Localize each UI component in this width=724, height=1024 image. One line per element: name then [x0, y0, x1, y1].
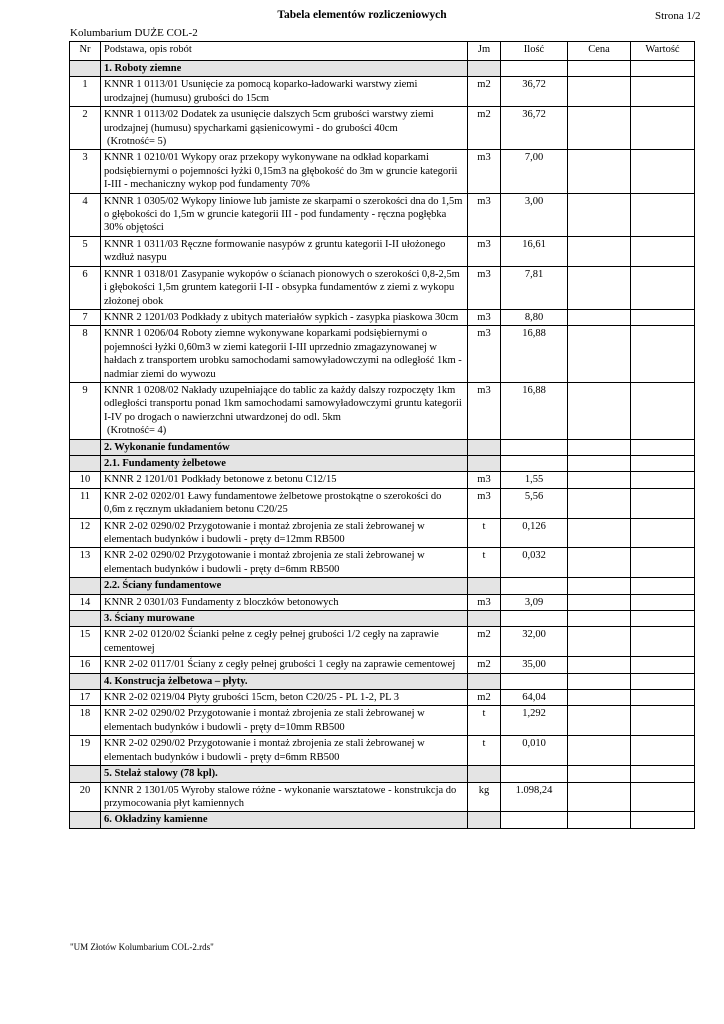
row-price — [568, 382, 631, 439]
row-description — [101, 488, 468, 518]
table-row — [70, 236, 695, 266]
row-unit: m2 — [468, 690, 501, 706]
row-unit: m3 — [468, 193, 501, 236]
row-unit: m3 — [468, 326, 501, 383]
row-number — [70, 766, 101, 782]
row-number: 8 — [70, 326, 101, 383]
row-quantity: 16,88 — [501, 326, 568, 383]
row-price — [568, 518, 631, 548]
row-description — [101, 690, 468, 706]
row-description — [101, 578, 468, 594]
table-row — [70, 690, 695, 706]
table-row — [70, 488, 695, 518]
description-text: KNR 2-02 0290/02 Przygotowanie i montaż zbrojenia ze stali żebrowanej w elementach budynków i budowli - pręty d=10mm RB500 — [104, 708, 425, 733]
row-price — [568, 455, 631, 471]
row-unit: m3 — [468, 488, 501, 518]
description-text: KNR 2-02 0290/02 Przygotowanie i montaż zbrojenia ze stali żebrowanej w elementach budynków i budowli - pręty d=12mm RB500 — [104, 520, 425, 545]
description-text: 3. Ściany murowane — [104, 613, 195, 625]
section-row — [70, 439, 695, 455]
row-description — [101, 107, 468, 150]
row-number — [70, 61, 101, 77]
row-number: 17 — [70, 690, 101, 706]
row-number — [70, 673, 101, 689]
row-value — [631, 594, 695, 610]
row-unit — [468, 455, 501, 471]
cost-table — [69, 41, 695, 829]
section-row — [70, 812, 695, 828]
row-quantity: 8,80 — [501, 309, 568, 325]
row-value — [631, 455, 695, 471]
row-value — [631, 736, 695, 766]
row-value — [631, 472, 695, 488]
row-number — [70, 578, 101, 594]
row-price — [568, 150, 631, 193]
row-number: 3 — [70, 150, 101, 193]
table-row — [70, 627, 695, 657]
row-unit — [468, 611, 501, 627]
row-value — [631, 439, 695, 455]
table-row — [70, 193, 695, 236]
description-text: KNNR 2 0301/03 Fundamenty z bloczków betonowych — [104, 596, 339, 608]
row-quantity — [501, 439, 568, 455]
description-text: KNR 2-02 0120/02 Ścianki pełne z cegły pełnej grubości 1/2 cegły na zaprawie cementowej — [104, 629, 439, 654]
description-text: KNR 2-02 0202/01 Ławy fundamentowe żelbetowe prostokątne o szerokości do 0,6m z ręcznym układaniem betonu C20/25 — [104, 490, 442, 516]
row-value — [631, 518, 695, 548]
row-quantity: 0,010 — [501, 736, 568, 766]
row-quantity: 0,032 — [501, 548, 568, 578]
section-row — [70, 673, 695, 689]
row-quantity: 1,292 — [501, 706, 568, 736]
row-unit: m3 — [468, 236, 501, 266]
table-row — [70, 706, 695, 736]
row-value — [631, 657, 695, 673]
row-unit: m3 — [468, 382, 501, 439]
row-value — [631, 690, 695, 706]
row-quantity: 5,56 — [501, 488, 568, 518]
row-price — [568, 766, 631, 782]
description-text: 6. Okładziny kamienne — [104, 814, 208, 826]
table-row — [70, 472, 695, 488]
row-description — [101, 627, 468, 657]
multiplier-note: (Krotność= 5) — [107, 136, 167, 148]
description-text: 2. Wykonanie fundamentów — [104, 441, 230, 453]
row-quantity: 32,00 — [501, 627, 568, 657]
description-text: 5. Stelaż stalowy (78 kpl). — [104, 768, 218, 780]
row-quantity — [501, 812, 568, 828]
row-price — [568, 236, 631, 266]
row-number: 9 — [70, 382, 101, 439]
row-value — [631, 782, 695, 812]
row-description — [101, 657, 468, 673]
row-unit — [468, 812, 501, 828]
row-description — [101, 236, 468, 266]
row-unit — [468, 439, 501, 455]
row-unit: m3 — [468, 150, 501, 193]
row-quantity: 35,00 — [501, 657, 568, 673]
row-description — [101, 706, 468, 736]
row-unit: m3 — [468, 266, 501, 309]
page-number: Strona 1/2 — [655, 10, 701, 22]
description-text: 2.2. Ściany fundamentowe — [104, 580, 222, 592]
multiplier-note: (Krotność= 4) — [107, 425, 167, 437]
row-value — [631, 611, 695, 627]
section-row — [70, 611, 695, 627]
description-text: KNNR 1 0305/02 Wykopy liniowe lub jamiste ze skarpami o szerokości dna do 1,5m o głębokości do 1,5m w gruncie kategorii III - pod fundamenty - ręczna pogłębka 30% objętości — [104, 195, 463, 234]
row-unit: m3 — [468, 472, 501, 488]
row-value — [631, 766, 695, 782]
table-header-row — [70, 42, 695, 61]
row-number — [70, 439, 101, 455]
row-quantity: 36,72 — [501, 107, 568, 150]
row-price — [568, 673, 631, 689]
row-value — [631, 150, 695, 193]
row-price — [568, 61, 631, 77]
row-price — [568, 107, 631, 150]
table-row — [70, 782, 695, 812]
row-unit: m2 — [468, 657, 501, 673]
row-value — [631, 266, 695, 309]
row-description — [101, 782, 468, 812]
table-row — [70, 736, 695, 766]
object-name: Kolumbarium DUŻE COL-2 — [70, 27, 198, 39]
row-unit: t — [468, 518, 501, 548]
table-row — [70, 382, 695, 439]
row-value — [631, 488, 695, 518]
row-number: 7 — [70, 309, 101, 325]
row-number: 18 — [70, 706, 101, 736]
column-header-description: Podstawa, opis robót — [101, 42, 468, 61]
row-number: 16 — [70, 657, 101, 673]
row-price — [568, 736, 631, 766]
description-text: 2.1. Fundamenty żelbetowe — [104, 457, 226, 469]
row-description — [101, 382, 468, 439]
subsection-row — [70, 455, 695, 471]
row-description — [101, 326, 468, 383]
row-description — [101, 61, 468, 77]
row-quantity: 1,55 — [501, 472, 568, 488]
table-row — [70, 150, 695, 193]
description-text: KNNR 1 0113/01 Usunięcie za pomocą koparko-ładowarki warstwy ziemi urodzajnej (humusu) grubości do 15cm — [104, 79, 418, 104]
row-quantity — [501, 455, 568, 471]
row-price — [568, 812, 631, 828]
table-body — [70, 61, 695, 829]
row-number: 13 — [70, 548, 101, 578]
description-text: KNNR 1 0208/02 Nakłady uzupełniające do tablic za każdy dalszy rozpoczęty 1km odległości transportu ponad 1km samochodami samowyładowczymi gruntu kategorii I-IV po drogach o nawierzchni utwardzonej do odl. 5km — [104, 384, 462, 423]
row-price — [568, 326, 631, 383]
row-quantity: 7,00 — [501, 150, 568, 193]
row-value — [631, 61, 695, 77]
row-quantity — [501, 766, 568, 782]
row-description — [101, 611, 468, 627]
description-text: KNNR 2 1201/01 Podkłady betonowe z betonu C12/15 — [104, 474, 337, 486]
row-quantity — [501, 611, 568, 627]
row-description — [101, 77, 468, 107]
row-description — [101, 266, 468, 309]
row-value — [631, 309, 695, 325]
row-quantity: 0,126 — [501, 518, 568, 548]
row-unit: m3 — [468, 594, 501, 610]
description-text: KNNR 1 0318/01 Zasypanie wykopów o ścianach pionowych o szerokości 0,8-2,5m i głębokości 1,5m gruntem kategorii I-II - obsypka fundamentów z ziemi z wykopu złożonej obok — [104, 268, 460, 307]
section-row — [70, 766, 695, 782]
row-description — [101, 812, 468, 828]
row-price — [568, 690, 631, 706]
row-quantity — [501, 673, 568, 689]
row-unit — [468, 61, 501, 77]
row-price — [568, 627, 631, 657]
row-value — [631, 77, 695, 107]
description-text: KNNR 2 1301/05 Wyroby stalowe różne - wykonanie warsztatowe - konstrukcja do przymocowania płyt kamiennych — [104, 784, 457, 809]
row-unit: t — [468, 548, 501, 578]
subsection-row — [70, 578, 695, 594]
row-number: 10 — [70, 472, 101, 488]
row-price — [568, 782, 631, 812]
row-number: 19 — [70, 736, 101, 766]
row-description — [101, 150, 468, 193]
row-value — [631, 382, 695, 439]
row-value — [631, 706, 695, 736]
row-number: 5 — [70, 236, 101, 266]
row-price — [568, 266, 631, 309]
column-header-price: Cena — [568, 42, 631, 61]
row-value — [631, 193, 695, 236]
row-unit: m2 — [468, 77, 501, 107]
table-row — [70, 266, 695, 309]
description-text: KNNR 1 0311/03 Ręczne formowanie nasypów z gruntu kategorii I-II ułożonego wzdłuż nasypu — [104, 238, 446, 264]
row-description — [101, 548, 468, 578]
row-price — [568, 472, 631, 488]
row-price — [568, 548, 631, 578]
row-description — [101, 309, 468, 325]
row-number: 14 — [70, 594, 101, 610]
row-price — [568, 594, 631, 610]
row-price — [568, 77, 631, 107]
column-header-quantity: Ilość — [501, 42, 568, 61]
table-row — [70, 326, 695, 383]
row-value — [631, 107, 695, 150]
row-number: 1 — [70, 77, 101, 107]
table-row — [70, 657, 695, 673]
row-price — [568, 657, 631, 673]
table-row — [70, 548, 695, 578]
row-price — [568, 578, 631, 594]
row-number: 15 — [70, 627, 101, 657]
row-quantity: 36,72 — [501, 77, 568, 107]
row-description — [101, 594, 468, 610]
description-text: 1. Roboty ziemne — [104, 63, 182, 74]
table-row — [70, 309, 695, 325]
description-text: KNNR 1 0113/02 Dodatek za usunięcie dalszych 5cm grubości warstwy ziemi urodzajnej (humusu) spycharkami gąsienicowymi - do grubości 40cm — [104, 109, 434, 134]
row-number: 2 — [70, 107, 101, 150]
row-quantity: 16,88 — [501, 382, 568, 439]
row-quantity: 7,81 — [501, 266, 568, 309]
description-text: KNR 2-02 0219/04 Płyty grubości 15cm, beton C20/25 - PL 1-2, PL 3 — [104, 692, 399, 704]
row-number — [70, 455, 101, 471]
section-row — [70, 61, 695, 77]
row-price — [568, 439, 631, 455]
description-text: KNNR 1 0210/01 Wykopy oraz przekopy wykonywane na odkład koparkami podsiębiernymi o pojemności łyżki 0,15m3 na głębokość do 3m w gruncie kategorii I-III - mechaniczny wykop pod fundamenty 70% — [104, 152, 458, 191]
row-unit: t — [468, 736, 501, 766]
row-quantity — [501, 61, 568, 77]
row-description — [101, 472, 468, 488]
description-text: KNR 2-02 0117/01 Ściany z cegły pełnej grubości 1 cegły na zaprawie cementowej — [104, 659, 456, 671]
row-number: 11 — [70, 488, 101, 518]
row-description — [101, 455, 468, 471]
row-value — [631, 578, 695, 594]
row-number — [70, 611, 101, 627]
row-unit — [468, 766, 501, 782]
description-text: KNNR 2 1201/03 Podkłady z ubitych materiałów sypkich - zasypka piaskowa 30cm — [104, 311, 459, 323]
row-description — [101, 673, 468, 689]
row-value — [631, 812, 695, 828]
table-row — [70, 518, 695, 548]
description-text: 4. Konstrucja żelbetowa – płyty. — [104, 675, 248, 687]
row-value — [631, 326, 695, 383]
table-row — [70, 107, 695, 150]
description-text: KNR 2-02 0290/02 Przygotowanie i montaż zbrojenia ze stali żebrowanej w elementach budynków i budowli - pręty d=6mm RB500 — [104, 738, 425, 763]
row-number — [70, 812, 101, 828]
row-price — [568, 488, 631, 518]
row-description — [101, 766, 468, 782]
row-unit: m3 — [468, 309, 501, 325]
column-header-unit: Jm — [468, 42, 501, 61]
footer-file-name: "UM Złotów Kolumbarium COL-2.rds" — [70, 942, 214, 952]
row-price — [568, 706, 631, 736]
table-row — [70, 77, 695, 107]
row-unit — [468, 673, 501, 689]
row-value — [631, 627, 695, 657]
row-number: 20 — [70, 782, 101, 812]
row-quantity — [501, 578, 568, 594]
row-unit: m2 — [468, 107, 501, 150]
row-price — [568, 611, 631, 627]
description-text: KNR 2-02 0290/02 Przygotowanie i montaż zbrojenia ze stali żebrowanej w elementach budynków i budowli - pręty d=6mm RB500 — [104, 550, 425, 575]
row-value — [631, 673, 695, 689]
row-price — [568, 309, 631, 325]
table-row — [70, 594, 695, 610]
column-header-value: Wartość — [631, 42, 695, 61]
row-unit: kg — [468, 782, 501, 812]
row-unit: m2 — [468, 627, 501, 657]
row-description — [101, 439, 468, 455]
row-description — [101, 518, 468, 548]
row-unit — [468, 578, 501, 594]
row-quantity: 1.098,24 — [501, 782, 568, 812]
row-quantity: 64,04 — [501, 690, 568, 706]
row-description — [101, 736, 468, 766]
row-number: 12 — [70, 518, 101, 548]
row-unit: t — [468, 706, 501, 736]
row-number: 4 — [70, 193, 101, 236]
column-header-nr: Nr — [70, 42, 101, 61]
row-number: 6 — [70, 266, 101, 309]
row-description — [101, 193, 468, 236]
row-value — [631, 548, 695, 578]
row-quantity: 3,00 — [501, 193, 568, 236]
page-title: Tabela elementów rozliczeniowych — [277, 9, 447, 21]
row-value — [631, 236, 695, 266]
row-quantity: 16,61 — [501, 236, 568, 266]
row-quantity: 3,09 — [501, 594, 568, 610]
description-text: KNNR 1 0206/04 Roboty ziemne wykonywane koparkami podsiębiernymi o pojemności łyżki 0,60m3 w ziemi kategorii I-III uprzednio zmagazynowanej w hałdach z transportem urobku samochodami samowyładowczymi na odległość 1km - nadmiar ziemi do wywozu — [104, 328, 462, 380]
row-price — [568, 193, 631, 236]
